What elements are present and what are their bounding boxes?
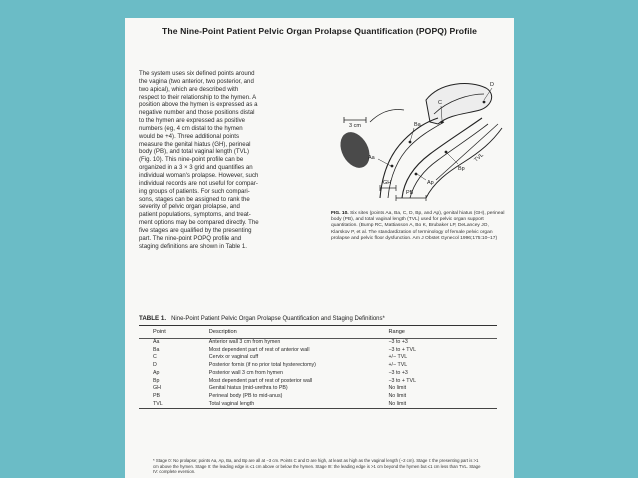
- cell-point: GH: [153, 385, 161, 392]
- label-ap: Ap: [427, 180, 434, 186]
- cell-point: PB: [153, 392, 161, 399]
- cell-range: −3 to +3: [388, 339, 408, 345]
- cell-range: +/− TVL: [388, 354, 408, 361]
- point-aa-marker: [391, 165, 394, 168]
- table-row: [139, 354, 497, 362]
- pubic-bone-shape: [335, 127, 376, 173]
- anterior-wall-inner: [388, 122, 444, 198]
- cell-point: Bp: [153, 377, 160, 384]
- label-d: D: [490, 82, 494, 88]
- label-aa: Aa: [368, 155, 375, 161]
- point-bp-marker: [445, 151, 448, 154]
- column-header-description: Description: [207, 326, 387, 339]
- cell-point: D: [153, 362, 157, 369]
- label-ba: Ba: [414, 122, 421, 128]
- cell-range: No limit: [386, 401, 497, 409]
- table-label: TABLE 1.: [139, 315, 167, 322]
- anterior-wall-outline: [380, 118, 438, 198]
- bladder-arc: [370, 110, 404, 123]
- table-caption: [139, 315, 499, 322]
- cell-point: C: [153, 354, 157, 361]
- label-bp: Bp: [458, 166, 465, 172]
- intro-paragraph: The system uses six defined points around the vagina (two anterior, two posterior, and two apical), which are described with respect to their relationship to the hymen. A position above the hymen is expressed as a negative number and those positions distal to the hymen are expressed as positive numbers (eg, 4 cm distal to the hymen would be +4). Three additional points measure the genital hiatus (GH), perineal body (PB), and total vaginal length (TVL) (Fig. 10). This nine-point profile can be organized in a 3 × 3 grid and quantifies an individual woman's prolapse. However, such individual records are not useful for compar- ing groups of patients. For such compari- sons, stages can be assigned to rank the severity of pelvic organ prolapse, and patient populations, symptoms, and treat- ment options may be compared directly. The five stages are qualified by the presenting part. The nine-point POPQ profile and staging definitions are shown in Table 1.: [139, 70, 259, 250]
- column-header-point: Point: [139, 326, 207, 339]
- cell-description: Posterior fornix (if no prior total hysterectomy): [208, 362, 316, 369]
- table-row: [139, 378, 497, 386]
- cell-point: Ba: [153, 346, 160, 353]
- label-pb: PB: [406, 190, 414, 196]
- cell-description: Posterior wall 3 cm from hymen: [208, 369, 283, 376]
- scale-label: 3 cm: [349, 123, 361, 129]
- table-row: [139, 401, 497, 409]
- cell-range: −3 to + TVL: [388, 346, 417, 353]
- table-row: [139, 385, 497, 393]
- table-title: Nine-Point Patient Pelvic Organ Prolapse Quantification and Staging Definitions*: [171, 316, 385, 322]
- cell-description: Most dependent part of rest of anterior wall: [208, 346, 310, 353]
- label-gh: GH: [383, 180, 392, 186]
- document-page: [125, 18, 514, 478]
- cell-description: Cervix or vaginal cuff: [208, 354, 259, 361]
- table-row: [139, 339, 497, 347]
- column-header-range: Range: [386, 326, 497, 339]
- point-d-marker: [483, 101, 486, 104]
- cell-point: Ap: [153, 369, 160, 376]
- page-title: The Nine-Point Patient Pelvic Organ Prolapse Quantification (POPQ) Profile: [162, 26, 477, 36]
- figure-caption-label: FIG. 10.: [331, 211, 349, 216]
- point-c-marker: [441, 121, 444, 124]
- cell-range: No limit: [388, 392, 407, 399]
- cell-description: Total vaginal length: [207, 401, 387, 409]
- cell-range: No limit: [388, 385, 407, 392]
- cell-description: Most dependent part of rest of posterior wall: [208, 377, 313, 384]
- cell-description: Anterior wall 3 cm from hymen: [208, 339, 281, 345]
- label-tvl: TVL: [473, 152, 485, 164]
- cell-point: TVL: [139, 401, 207, 409]
- label-c: C: [438, 100, 442, 106]
- table-row: [139, 347, 497, 355]
- cell-range: +/− TVL: [388, 362, 408, 369]
- cell-point: Aa: [153, 339, 160, 345]
- table-row: [139, 393, 497, 401]
- cell-description: Perineal body (PB to mid-anus): [208, 392, 283, 399]
- cell-range: −3 to +3: [388, 369, 408, 376]
- rectum-outline: [426, 128, 502, 198]
- figure-caption-text: Six sites (points Aa, Ba, C, D, Bp, and Ap), genital hiatus (GH), perineal body (PB), and total vaginal length (TVL) used for pelvic organ support quantitation. (Bump RC, Mattiasson A, Bo K, Brubaker LP, DeLancey JO, Klarskov P, et al. The standardization of terminology of female pelvic organ prolapse and pelvic floor dysfunction. Am J Obstet Gynecol 1996;175:10–17): [331, 211, 505, 241]
- table-header-row: [139, 326, 497, 339]
- cell-description: Genital hiatus (mid-urethra to PB): [208, 385, 288, 392]
- table-row: [139, 362, 497, 370]
- point-ap-marker: [415, 173, 418, 176]
- table-footnote: * Stage 0: No prolapse; points Aa, Ap, Ba, and Bp are all at −3 cm. Points C and D are high, at least as high as the vaginal length (−2 cm). Stage I: the presenting part is >1 cm above the hymen. Stage II: the leading edge is ≤1 cm above or below the hymen. Stage III: the leading edge is >1 cm beyond the hymen but ≤1 cm less than TVL. Stage IV: complete eversion.: [153, 458, 481, 475]
- table-row: [139, 370, 497, 378]
- popq-definitions-table: [139, 325, 497, 409]
- cell-range: −3 to + TVL: [388, 377, 417, 384]
- figure-caption: [331, 211, 507, 242]
- popq-anatomy-figure: [330, 62, 508, 204]
